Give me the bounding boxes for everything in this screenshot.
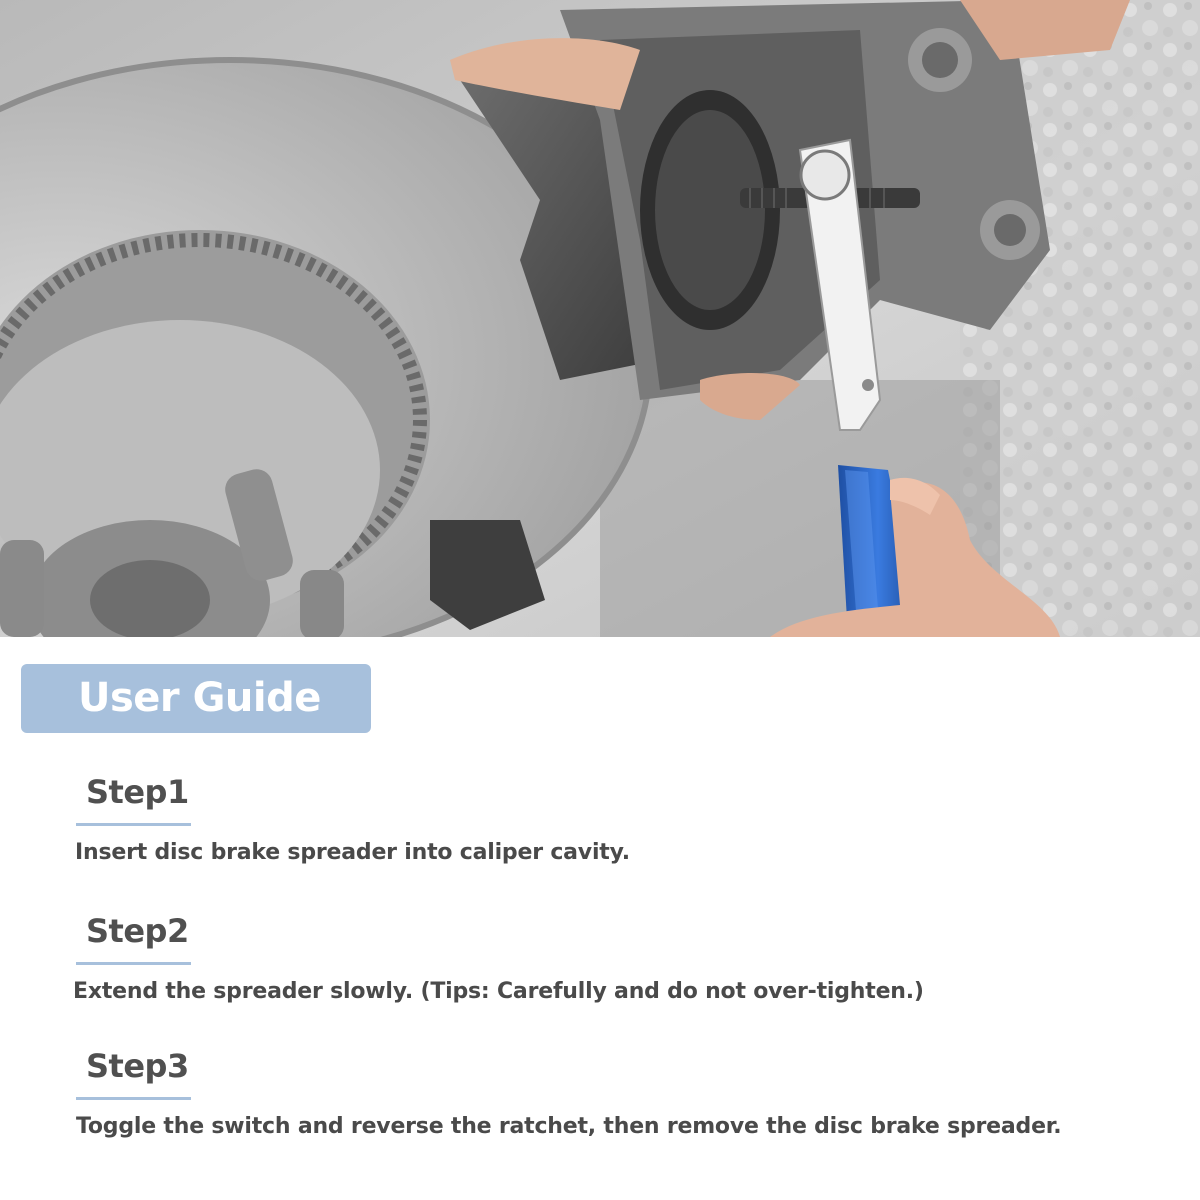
step2-title: Step2 [86,912,189,950]
step3-underline [76,1097,191,1100]
user-guide-badge [21,664,371,733]
step1-text: Insert disc brake spreader into caliper cavity. [75,840,630,865]
step2-underline [76,962,191,965]
step1-underline [76,823,191,826]
step2-text: Extend the spreader slowly. (Tips: Carefully and do not over-tighten.) [73,979,924,1004]
step1-title: Step1 [86,773,189,811]
user-guide-title: User Guide [78,675,321,721]
step3-title: Step3 [86,1047,189,1085]
step3-text: Toggle the switch and reverse the ratchet, then remove the disc brake spreader. [76,1114,1062,1139]
